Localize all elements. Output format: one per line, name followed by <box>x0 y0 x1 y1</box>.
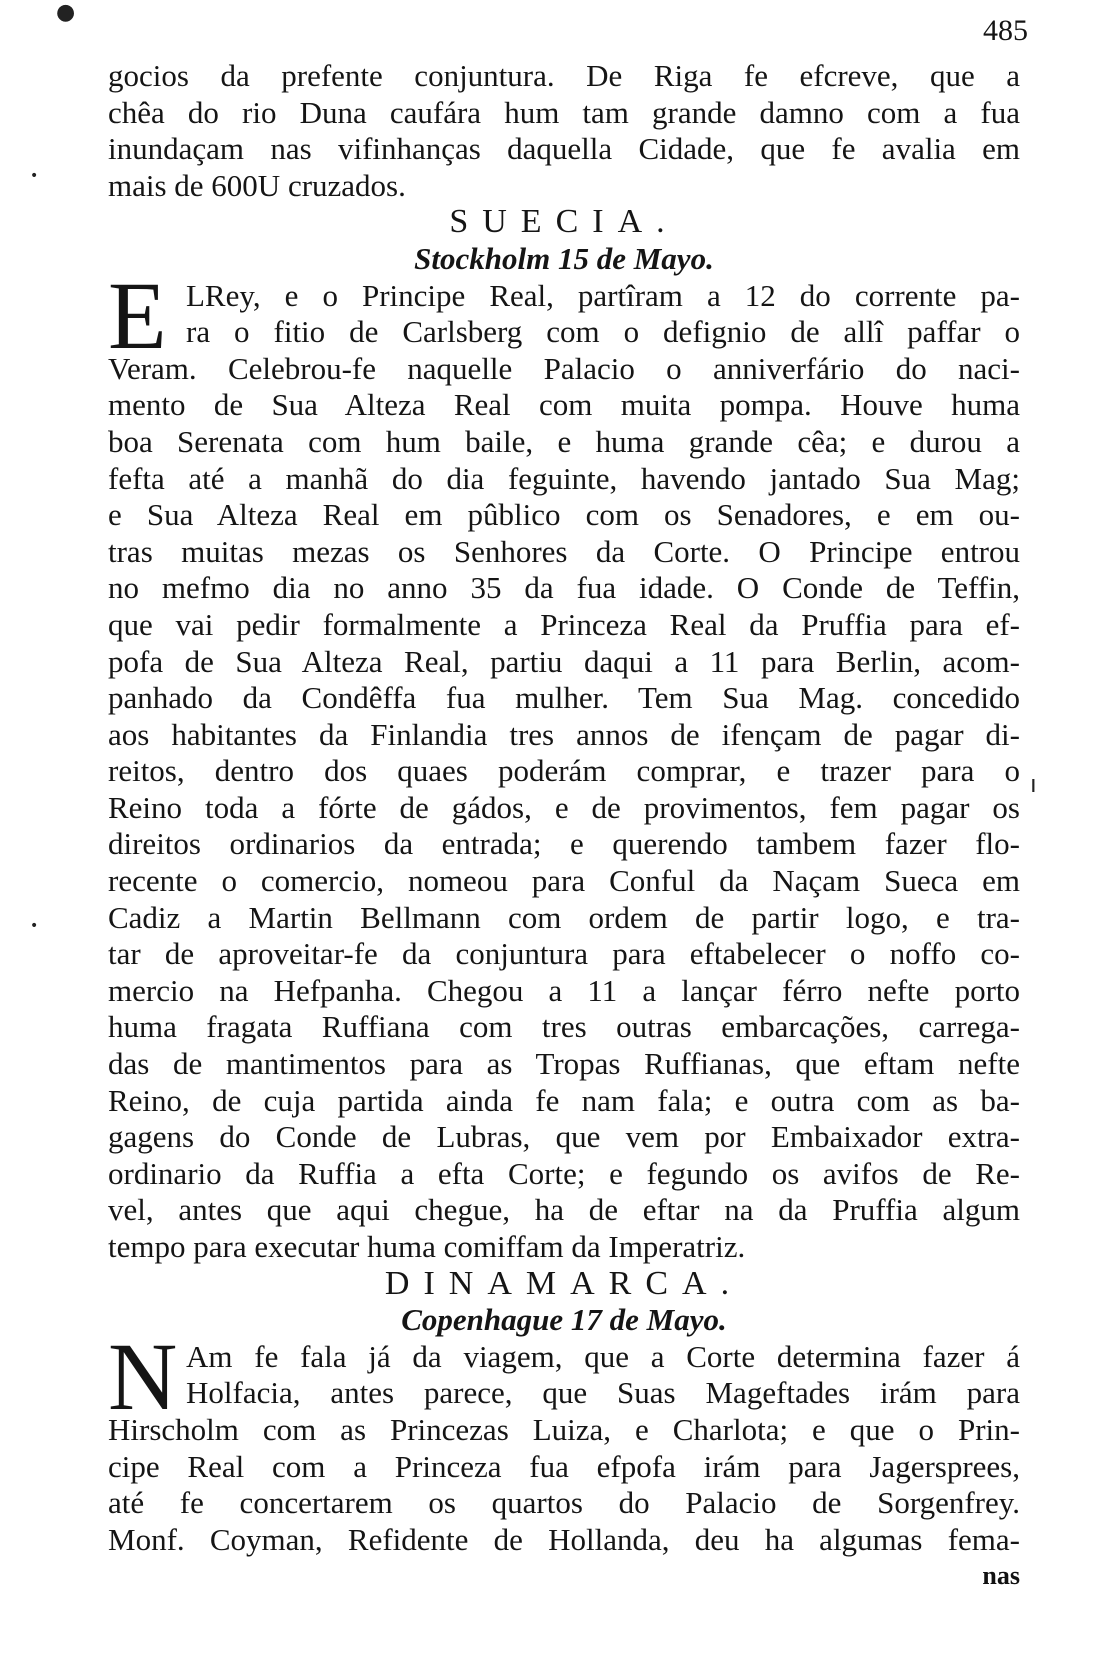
text-line: até fe concertarem os quartos do Palacio de Sorgenfrey. <box>108 1485 1020 1521</box>
corner-ink-mark: ● <box>56 0 76 25</box>
text-line: pofa de Sua Alteza Real, partiu daqui a 11 para Berlin, acom- <box>108 643 1020 679</box>
text-line: reitos, dentro dos quaes poderám comprar, e trazer para o <box>108 753 1020 789</box>
intro-paragraph <box>108 58 1020 204</box>
text-line: tar de aproveitar-fe da conjuntura para eftabelecer o noffo co- <box>108 936 1020 972</box>
margin-ink-dot: • <box>30 918 39 934</box>
text-line: Holfacia, antes parece, que Suas Mageftades irám para <box>186 1375 1020 1411</box>
text-line: boa Serenata com hum baile, e huma grande cêa; e durou a <box>108 423 1020 459</box>
text-line: das de mantimentos para as Tropas Ruffianas, que eftam nefte <box>108 1046 1020 1082</box>
text-line: que vai pedir formalmente a Princeza Real da Pruffia para ef- <box>108 606 1020 642</box>
text-line: e Sua Alteza Real em pûblico com os Senadores, e em ou- <box>108 497 1020 533</box>
section-heading: DINAMARCA. <box>384 1264 744 1302</box>
section-heading: SUECIA. <box>449 203 679 241</box>
text-line: Am fe fala já da viagem, que a Corte determina fazer á <box>186 1338 1020 1374</box>
drop-cap: E <box>108 261 167 369</box>
text-line: mais de 600U cruzados. <box>108 167 406 203</box>
dateline: Copenhague 17 de Mayo. <box>401 1302 727 1338</box>
paragraph <box>108 1322 1020 1559</box>
text-line: no mefmo dia no anno 35 da fua idade. O Conde de Teffin, <box>108 570 1020 606</box>
text-line: vel, antes que aqui chegue, ha de eftar na da Pruffia algum <box>108 1192 1020 1228</box>
text-line: gagens do Conde de Lubras, que vem por Embaixador extra- <box>108 1119 1020 1155</box>
text-line: ra o fitio de Carlsberg com o defignio de allî paffar o <box>186 314 1020 350</box>
text-line: Veram. Celebrou-fe naquelle Palacio o anniverfário do naci- <box>108 350 1020 386</box>
text-line: direitos ordinarios da entrada; e querendo tambem fazer flo- <box>108 826 1020 862</box>
margin-ink-tick: ı <box>1030 770 1037 798</box>
text-line: LRey, e o Principe Real, partîram a 12 do corrente pa- <box>186 277 1020 313</box>
text-column <box>108 58 1020 1595</box>
paragraph <box>108 261 1020 1266</box>
text-line: fefta até a manhã do dia feguinte, havendo jantado Sua Mag; <box>108 460 1020 496</box>
text-line: aos habitantes da Finlandia tres annos de ifençam de pagar di- <box>108 716 1020 752</box>
dateline: Stockholm 15 de Mayo. <box>414 240 714 276</box>
text-line: cipe Real com a Princeza fua efpofa irám para Jagersprees, <box>108 1448 1020 1484</box>
text-line: ordinario da Ruffia a efta Corte; e fegundo os avifos de Re- <box>108 1155 1020 1191</box>
text-line: inundaçam nas vifinhanças daquella Cidade, que fe avalia em <box>108 131 1020 167</box>
text-line: Hirscholm com as Princezas Luiza, e Charlota; e que o Prin- <box>108 1411 1020 1447</box>
text-line: tempo para executar huma comiffam da Imperatriz. <box>108 1229 746 1264</box>
text-line: Reino, de cuja partida ainda fe nam fala; e outra com as ba- <box>108 1082 1020 1118</box>
catchword-line <box>108 1558 1020 1595</box>
page-number: 485 <box>983 14 1028 47</box>
text-line: tras muitas mezas os Senhores da Corte. O Principe entrou <box>108 533 1020 569</box>
text-line: Monf. Coyman, Refidente de Hollanda, deu ha algumas fema- <box>108 1521 1020 1557</box>
text-line: Cadiz a Martin Bellmann com ordem de partir logo, e tra- <box>108 899 1020 935</box>
drop-cap: N <box>108 1322 178 1430</box>
text-line: chêa do rio Duna caufára hum tam grande damno com a fua <box>108 94 1020 130</box>
section-suecia <box>108 204 1020 1265</box>
text-line: mercio na Hefpanha. Chegou a 11 a lançar férro nefte porto <box>108 972 1020 1008</box>
text-line: huma fragata Ruffiana com tres outras embarcações, carrega- <box>108 1009 1020 1045</box>
text-line: recente o comercio, nomeou para Conful da Naçam Sueca em <box>108 863 1020 899</box>
section-dinamarca <box>108 1266 1020 1595</box>
margin-ink-dot: • <box>30 168 39 184</box>
text-line: gocios da prefente conjuntura. De Riga fe efcreve, que a <box>108 58 1020 93</box>
text-line: mento de Sua Alteza Real com muita pompa. Houve huma <box>108 387 1020 423</box>
text-line: Reino toda a fórte de gádos, e de provimentos, fem pagar os <box>108 789 1020 825</box>
catchword: nas <box>982 1561 1020 1591</box>
text-line: panhado da Condêffa fua mulher. Tem Sua Mag. concedido <box>108 680 1020 716</box>
